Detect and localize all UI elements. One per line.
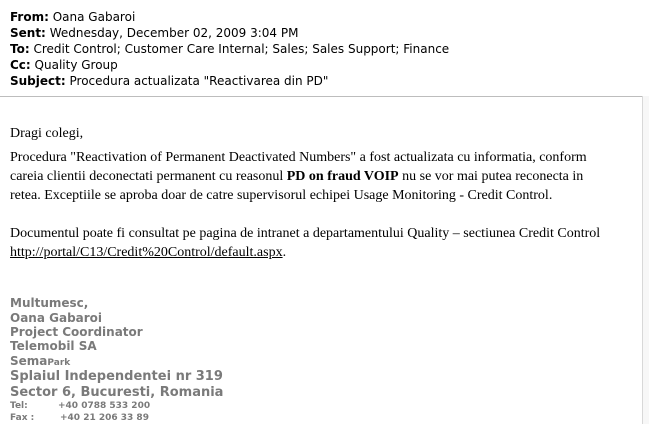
- signature-thanks: Multumesc,: [10, 296, 89, 310]
- tel-value: +40 0788 533 200: [58, 401, 151, 411]
- from-label: From:: [10, 10, 49, 24]
- p1-line2-text-a: careia clientii deconectati permanent cu reasonul: [10, 169, 287, 184]
- signature-title: Project Coordinator: [10, 325, 143, 339]
- subject-value: Procedura actualizata "Reactivarea din PD": [69, 74, 329, 88]
- scrollbar-edge[interactable]: [642, 96, 649, 424]
- to-label: To:: [10, 42, 30, 56]
- signature-city: Sector 6, Bucuresti, Romania: [10, 385, 224, 400]
- sent-row: [10, 25, 298, 41]
- from-value[interactable]: Oana Gabaroi: [52, 10, 136, 24]
- building-sub: Park: [47, 358, 71, 368]
- intranet-link[interactable]: http://portal/C13/Credit%20Control/default.aspx: [10, 245, 283, 260]
- signature-company: Telemobil SA: [10, 339, 97, 353]
- sent-label: Sent:: [10, 26, 46, 40]
- subject-row: [10, 73, 328, 89]
- from-row: [10, 9, 135, 25]
- sent-value: Wednesday, December 02, 2009 3:04 PM: [49, 26, 299, 40]
- paragraph-1-line-2: [10, 167, 640, 186]
- tel-label: Tel:: [10, 401, 28, 411]
- paragraph-1-line-1: Procedura "Reactivation of Permanent Deactivated Numbers" a fost actualizata cu informatia, conform: [10, 150, 587, 165]
- cc-value[interactable]: Quality Group: [34, 58, 118, 72]
- cc-row: [10, 57, 118, 73]
- paragraph-1-line-3: retea. Exceptiile se aproba doar de catre supervisorul echipei Usage Monitoring - Credit Control.: [10, 188, 553, 203]
- signature-fax: [10, 413, 149, 424]
- to-row: [10, 41, 449, 57]
- fax-value: +40 21 206 33 89: [60, 413, 149, 423]
- p1-line2-text-b: nu se vor mai putea reconecta in: [398, 169, 584, 184]
- link-tail: .: [282, 245, 287, 260]
- greeting: Dragi colegi,: [10, 126, 84, 141]
- subject-label: Subject:: [10, 74, 66, 88]
- paragraph-2-line-2: [10, 243, 640, 262]
- fax-label: Fax :: [10, 413, 35, 423]
- cc-label: Cc:: [10, 58, 31, 72]
- to-value[interactable]: Credit Control; Customer Care Internal; Sales; Sales Support; Finance: [33, 42, 450, 56]
- signature-tel: [10, 401, 150, 412]
- paragraph-2-line-1: Documentul poate fi consultat pe pagina de intranet a departamentului Quality – sectiunea Credit Control: [10, 226, 601, 241]
- pd-fraud-voip-emphasis: PD on fraud VOIP: [286, 169, 399, 184]
- email-header: [0, 0, 649, 97]
- paragraph-2: [10, 224, 640, 262]
- signature-street: Splaiul Independentei nr 319: [10, 369, 223, 384]
- signature-name: Oana Gabaroi: [10, 311, 103, 325]
- building-name: Sema: [10, 354, 48, 368]
- paragraph-1: [10, 148, 640, 205]
